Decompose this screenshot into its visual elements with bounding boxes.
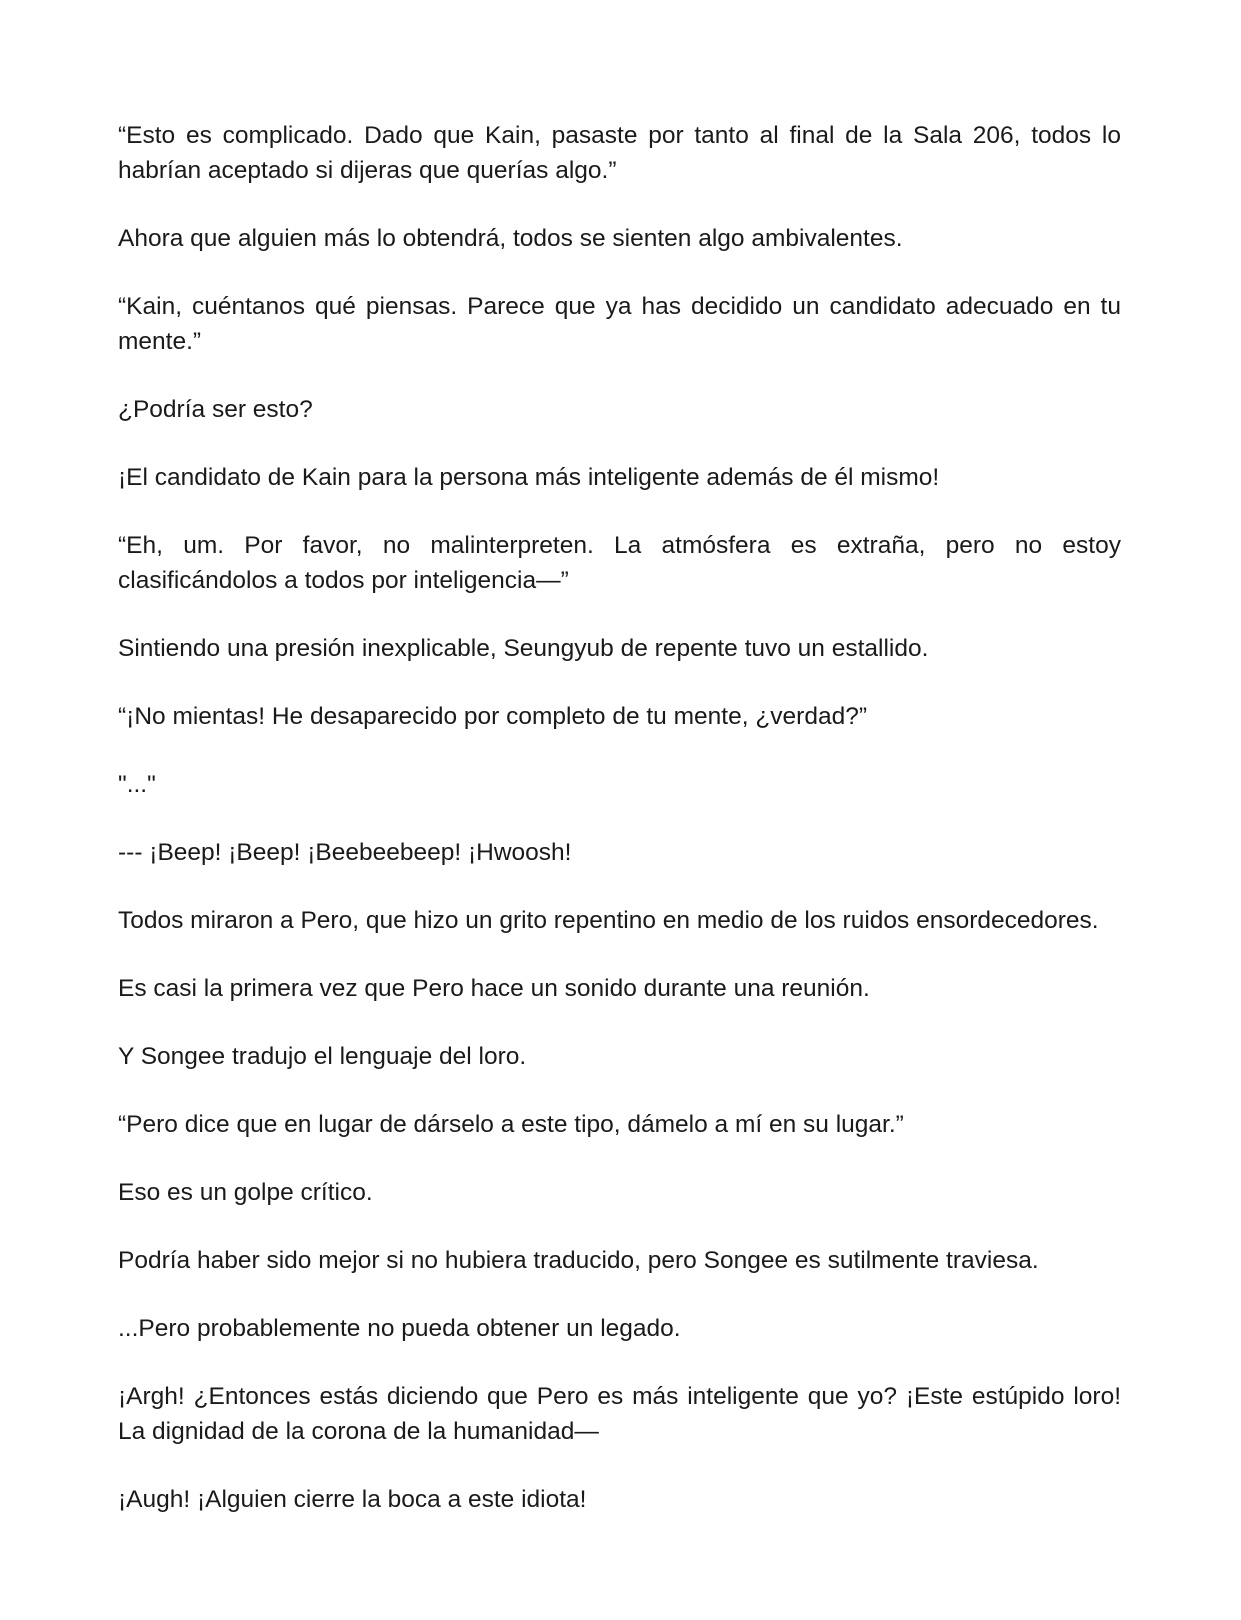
paragraph-7: Sintiendo una presión inexplicable, Seungyub de repente tuvo un estallido. — [118, 635, 929, 662]
paragraph-4: ¿Podría ser esto? — [118, 396, 313, 423]
paragraph-5: ¡El candidato de Kain para la persona más inteligente además de él mismo! — [118, 464, 940, 491]
paragraph-3: “Kain, cuéntanos qué piensas. Parece que ya has decidido un candidato adecuado en tu mente.” — [118, 293, 1121, 355]
paragraph-8: “¡No mientas! He desaparecido por completo de tu mente, ¿verdad?” — [118, 703, 867, 730]
paragraph-9: "..." — [118, 771, 156, 798]
paragraph-2: Ahora que alguien más lo obtendrá, todos se sienten algo ambivalentes. — [118, 225, 903, 252]
paragraph-11: Todos miraron a Pero, que hizo un grito repentino en medio de los ruidos ensordecedores. — [118, 907, 1099, 934]
paragraph-6: “Eh, um. Por favor, no malinterpreten. La atmósfera es extraña, pero no estoy clasificándolos a todos por inteligencia—” — [118, 532, 1121, 594]
paragraph-16: Podría haber sido mejor si no hubiera traducido, pero Songee es sutilmente traviesa. — [118, 1247, 1039, 1274]
paragraph-14: “Pero dice que en lugar de dárselo a este tipo, dámelo a mí en su lugar.” — [118, 1111, 904, 1138]
document-body — [118, 118, 1121, 1517]
paragraph-19: ¡Augh! ¡Alguien cierre la boca a este idiota! — [118, 1486, 587, 1513]
paragraph-18: ¡Argh! ¿Entonces estás diciendo que Pero es más inteligente que yo? ¡Este estúpido loro! La dignidad de la corona de la humanidad— — [118, 1383, 1121, 1445]
paragraph-15: Eso es un golpe crítico. — [118, 1179, 373, 1206]
paragraph-13: Y Songee tradujo el lenguaje del loro. — [118, 1043, 527, 1070]
paragraph-17: ...Pero probablemente no pueda obtener un legado. — [118, 1315, 681, 1342]
paragraph-10: --- ¡Beep! ¡Beep! ¡Beebeebeep! ¡Hwoosh! — [118, 839, 572, 866]
paragraph-12: Es casi la primera vez que Pero hace un sonido durante una reunión. — [118, 975, 870, 1002]
paragraph-1: “Esto es complicado. Dado que Kain, pasaste por tanto al final de la Sala 206, todos lo habrían aceptado si dijeras que querías algo.” — [118, 122, 1121, 184]
